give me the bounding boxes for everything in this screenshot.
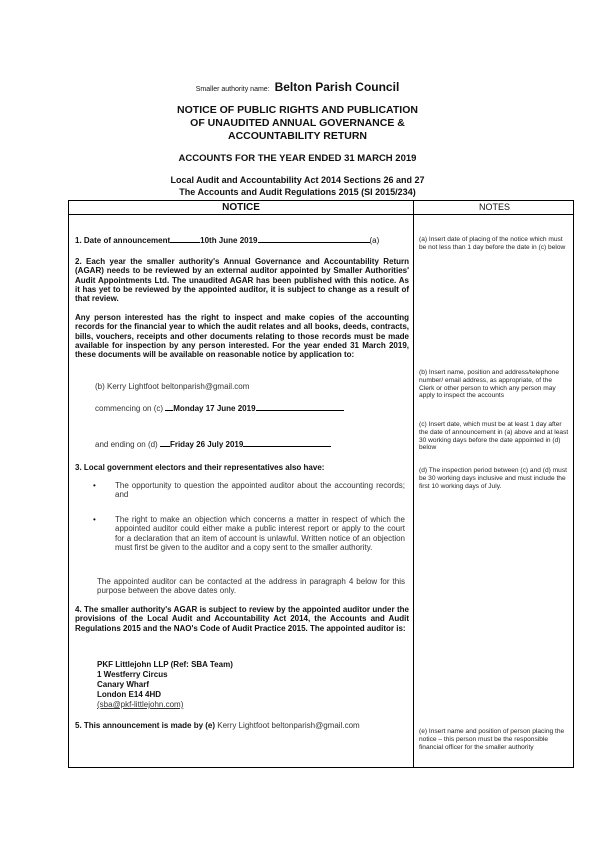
paragraph-3-closing: The appointed auditor can be contacted at the address in paragraph 4 below for this purpose between the above dates only. xyxy=(97,577,405,596)
notice-title-line-2: OF UNAUDITED ANNUAL GOVERNANCE & xyxy=(190,117,405,129)
notice-title-line-1: NOTICE OF PUBLIC RIGHTS AND PUBLICATION xyxy=(177,104,418,116)
paragraph-2-inspection-rights: Any person interested has the right to inspect and make copies of the accounting records for the financial year to which the audit relates and all books, deeds, contracts, bills, vouchers, receipts and other documents relating to those records must be made available for inspection by any person interested. For the year ended 31 March 2019, these documents will be available on reasonable notice by application to: xyxy=(75,313,409,360)
auditor-address-line-2: Canary Wharf xyxy=(97,680,150,689)
announcement-date-row xyxy=(75,236,405,245)
auditor-address-line-3: London E14 4HD xyxy=(97,690,162,699)
announcement-date-ref: (a) xyxy=(369,236,380,245)
paragraph-3-heading: 3. Local government electors and their representatives also have: xyxy=(75,463,325,472)
header-divider xyxy=(69,214,573,215)
ending-date: Friday 26 July 2019 xyxy=(169,440,244,449)
announcement-by-label: 5. This announcement is made by (e) xyxy=(75,721,216,730)
ending-row xyxy=(95,440,405,449)
commencing-row xyxy=(95,404,405,413)
notes-column-heading: NOTES xyxy=(478,202,510,212)
notice-column-heading: NOTICE xyxy=(222,202,260,213)
auditor-name: PKF Littlejohn LLP (Ref: SBA Team) xyxy=(97,660,233,669)
note-b: (b) Insert name, position and address/telephone number/ email address, as appropriate, of the Clerk or other person to which any person may apply to inspect the accounts xyxy=(419,369,560,400)
note-d: (d) The inspection period between (c) and (d) must be 30 working days inclusive and must include the first 10 working days of July. xyxy=(419,467,567,490)
accounts-year-heading: ACCOUNTS FOR THE YEAR ENDED 31 MARCH 2019 xyxy=(178,153,417,164)
act-reference-line-1: Local Audit and Accountability Act 2014 Sections 26 and 27 xyxy=(170,175,425,185)
elector-right-objection: The right to make an objection which concerns a matter in respect of which the appointed auditor could either make a public interest report or apply to the court for a declaration that an item of account is unlawful. Written notice of an objection must first be given to the auditor and a copy sent to the smaller authority. xyxy=(115,515,405,552)
column-divider xyxy=(413,201,414,767)
note-c: (c) Insert date, which must be at least 1 day after the date of announcement in (a) above and at least 30 working days before the date appointed in (d) below xyxy=(419,421,569,452)
authority-label: Smaller authority name: xyxy=(195,86,270,93)
note-e: (e) Insert name and position of person placing the notice – this person must be the responsible financial officer for the smaller authority xyxy=(419,728,565,751)
commencing-date: Monday 17 June 2019 xyxy=(173,404,256,413)
authority-name: Belton Parish Council xyxy=(274,80,400,94)
paragraph-4-review: 4. The smaller authority's AGAR is subject to review by the appointed auditor under the provisions of the Local Audit and Accountability Act 2014, the Accounts and Audit Regulations 2015 and the NAO's Code of Audit Practice 2015. The appointed auditor is: xyxy=(75,605,409,633)
ending-label: and ending on (d) xyxy=(95,440,158,449)
contact-person: (b) Kerry Lightfoot beltonparish@gmail.com xyxy=(95,382,250,391)
announcement-date-label: 1. Date of announcement xyxy=(75,236,171,245)
elector-right-question: The opportunity to question the appointed auditor about the accounting records; and xyxy=(115,481,405,500)
commencing-label: commencing on (c) xyxy=(95,404,164,413)
act-reference-line-2: The Accounts and Audit Regulations 2015 (SI 2015/234) xyxy=(179,187,416,197)
announcement-by-value: Kerry Lightfoot beltonparish@gmail.com xyxy=(217,721,360,730)
note-a: (a) Insert date of placing of the notice which must be not less than 1 day before the date in (c) below xyxy=(419,236,566,251)
auditor-address-line-1: 1 Westferry Circus xyxy=(97,670,168,679)
announcement-date-value: 10th June 2019 xyxy=(200,236,258,245)
authority-line xyxy=(0,80,595,94)
notice-table xyxy=(68,200,574,768)
announcement-by-row xyxy=(75,721,409,730)
auditor-email-link[interactable]: (sba@pkf-littlejohn.com) xyxy=(97,700,184,709)
bullet-dot-icon: • xyxy=(93,515,96,524)
bullet-dot-icon: • xyxy=(93,481,96,490)
paragraph-2-intro: 2. Each year the smaller authority's Annual Governance and Accountability Return (AGAR) needs to be reviewed by an external auditor appointed by Smaller Authorities' Audit Appointments Ltd. The unaudited AGAR has been published with this notice. As it has yet to be reviewed by the appointed auditor, it is subject to change as a result of that review. xyxy=(75,257,409,304)
notice-title-line-3: ACCOUNTABILITY RETURN xyxy=(227,130,368,142)
